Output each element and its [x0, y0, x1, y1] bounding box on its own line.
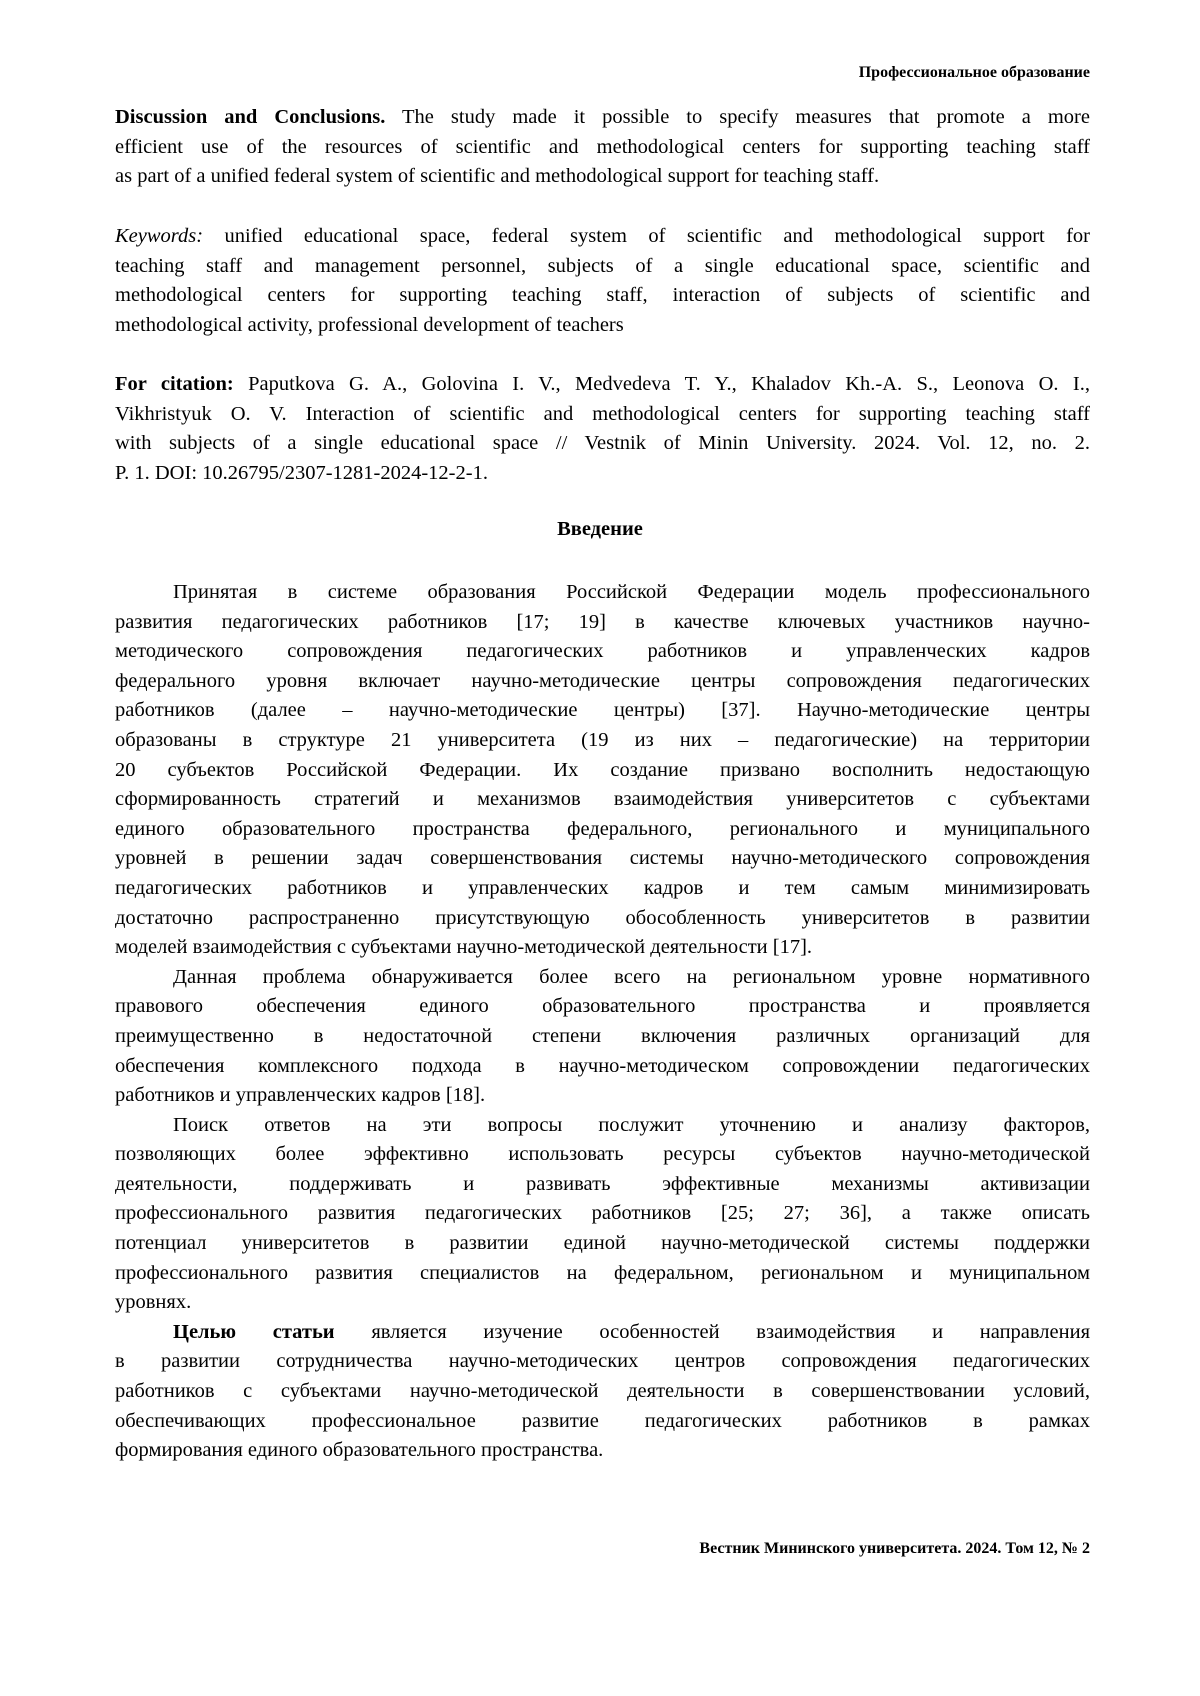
text-line	[115, 1111, 1090, 1141]
line-text: педагогических работников и управленческих кадров и тем самым минимизировать	[115, 877, 1090, 899]
text-line	[115, 162, 1090, 192]
text-line	[115, 370, 1090, 400]
line-text: P. 1. DOI: 10.26795/2307-1281-2024-12-2-1.	[115, 462, 488, 484]
lead-label: Discussion and Conclusions.	[115, 106, 385, 128]
text-line	[115, 785, 1090, 815]
line-text: Vikhristyuk O. V. Interaction of scientific and methodological centers for supporting teaching staff	[115, 403, 1090, 425]
text-line	[115, 133, 1090, 163]
line-text: methodological centers for supporting teaching staff, interaction of subjects of scientific and	[115, 284, 1090, 306]
text-line	[115, 637, 1090, 667]
line-text: федерального уровня включает научно-методические центры сопровождения педагогических	[115, 670, 1090, 692]
text-line	[115, 726, 1090, 756]
text-line	[115, 222, 1090, 252]
text-line	[115, 1052, 1090, 1082]
text-line	[115, 992, 1090, 1022]
line-text: в развитии сотрудничества научно-методических центров сопровождения педагогических	[115, 1350, 1090, 1372]
line-text: обеспечивающих профессиональное развитие педагогических работников в рамках	[115, 1410, 1090, 1432]
line-text: with subjects of a single educational space // Vestnik of Minin University. 2024. Vol. 12, no. 2.	[115, 432, 1090, 454]
line-text: формирования единого образовательного пространства.	[115, 1439, 603, 1461]
line-text: сформированность стратегий и механизмов взаимодействия университетов с субъектами	[115, 788, 1090, 810]
text-line	[115, 933, 1090, 963]
text-line	[115, 311, 1090, 341]
text-line	[115, 281, 1090, 311]
line-text: достаточно распространенно присутствующую обособленность университетов в развитии	[115, 907, 1090, 929]
text-line	[115, 1170, 1090, 1200]
text-line	[115, 1377, 1090, 1407]
text-line	[115, 1288, 1090, 1318]
line-text: teaching staff and management personnel, subjects of a single educational space, scientific and	[115, 255, 1090, 277]
text-line	[115, 1407, 1090, 1437]
paragraph	[115, 963, 1090, 1111]
line-text: Принятая в системе образования Российской Федерации модель профессионального	[173, 581, 1090, 603]
line-text: моделей взаимодействия с субъектами научно-методической деятельности [17].	[115, 936, 812, 958]
line-text: преимущественно в недостаточной степени включения различных организаций для	[115, 1025, 1090, 1047]
text-line	[115, 400, 1090, 430]
lead-label: For citation:	[115, 373, 234, 395]
text-line	[115, 1436, 1090, 1466]
text-line	[115, 1199, 1090, 1229]
text-line	[115, 1140, 1090, 1170]
line-text: потенциал университетов в развитии единой научно-методической системы поддержки	[115, 1232, 1090, 1254]
text-line	[115, 459, 1090, 489]
text-line	[115, 429, 1090, 459]
paragraph	[115, 1318, 1090, 1466]
line-text: as part of a unified federal system of scientific and methodological support for teaching staff.	[115, 165, 879, 187]
line-text: The study made it possible to specify measures that promote a more	[385, 106, 1090, 128]
text-line	[115, 608, 1090, 638]
line-text: единого образовательного пространства федерального, регионального и муниципального	[115, 818, 1090, 840]
lead-label: Целью статьи	[173, 1321, 335, 1343]
paragraph	[115, 222, 1090, 340]
line-text: работников с субъектами научно-методической деятельности в совершенствовании условий,	[115, 1380, 1090, 1402]
line-text: образованы в структуре 21 университета (19 из них – педагогические) на территории	[115, 729, 1090, 751]
line-text: развития педагогических работников [17; 19] в качестве ключевых участников научно-	[115, 611, 1090, 633]
paragraph	[115, 1111, 1090, 1318]
text-line	[115, 1022, 1090, 1052]
discussion-block	[115, 103, 1090, 192]
line-text: работников и управленческих кадров [18].	[115, 1084, 485, 1106]
text-line	[115, 1318, 1090, 1348]
lead-label: Keywords:	[115, 225, 203, 247]
text-line	[115, 844, 1090, 874]
text-line	[115, 667, 1090, 697]
citation-block	[115, 370, 1090, 488]
line-text: работников (далее – научно-методические центры) [37]. Научно-методические центры	[115, 699, 1090, 721]
line-text: профессионального развития педагогических работников [25; 27; 36], а также описать	[115, 1202, 1090, 1224]
text-line	[115, 696, 1090, 726]
text-line	[115, 1259, 1090, 1289]
text-line	[115, 1347, 1090, 1377]
line-text: деятельности, поддерживать и развивать эффективные механизмы активизации	[115, 1173, 1090, 1195]
paragraph	[115, 103, 1090, 192]
line-text: Данная проблема обнаруживается более всего на региональном уровне нормативного	[173, 966, 1090, 988]
line-text: уровней в решении задач совершенствования системы научно-методического сопровождения	[115, 847, 1090, 869]
line-text: Поиск ответов на эти вопросы послужит уточнению и анализу факторов,	[173, 1114, 1090, 1136]
line-text: 20 субъектов Российской Федерации. Их создание призвано восполнить недостающую	[115, 759, 1090, 781]
keywords-block	[115, 222, 1090, 340]
text-line	[115, 874, 1090, 904]
running-footer: Вестник Мининского университета. 2024. Том 12, № 2	[699, 1540, 1090, 1558]
introduction-body	[115, 578, 1090, 1466]
line-text: уровнях.	[115, 1291, 191, 1313]
section-heading-introduction: Введение	[0, 518, 1200, 541]
line-text: является изучение особенностей взаимодействия и направления	[335, 1321, 1090, 1343]
text-line	[115, 252, 1090, 282]
text-line	[115, 756, 1090, 786]
text-line	[115, 904, 1090, 934]
line-text: правового обеспечения единого образовательного пространства и проявляется	[115, 995, 1090, 1017]
line-text: Paputkova G. A., Golovina I. V., Medvedeva T. Y., Khaladov Kh.-A. S., Leonova O. I.,	[234, 373, 1090, 395]
text-line	[115, 103, 1090, 133]
text-line	[115, 578, 1090, 608]
text-line	[115, 815, 1090, 845]
line-text: методического сопровождения педагогических работников и управленческих кадров	[115, 640, 1090, 662]
line-text: обеспечения комплексного подхода в научно-методическом сопровождении педагогических	[115, 1055, 1090, 1077]
line-text: efficient use of the resources of scientific and methodological centers for supporting teaching staff	[115, 136, 1090, 158]
line-text: unified educational space, federal system of scientific and methodological support for	[203, 225, 1090, 247]
line-text: methodological activity, professional development of teachers	[115, 314, 624, 336]
text-line	[115, 963, 1090, 993]
line-text: позволяющих более эффективно использовать ресурсы субъектов научно-методической	[115, 1143, 1090, 1165]
text-line	[115, 1229, 1090, 1259]
text-line	[115, 1081, 1090, 1111]
running-header: Профессиональное образование	[859, 64, 1090, 82]
paragraph	[115, 370, 1090, 488]
paragraph	[115, 578, 1090, 963]
line-text: профессионального развития специалистов на федеральном, региональном и муниципальном	[115, 1262, 1090, 1284]
